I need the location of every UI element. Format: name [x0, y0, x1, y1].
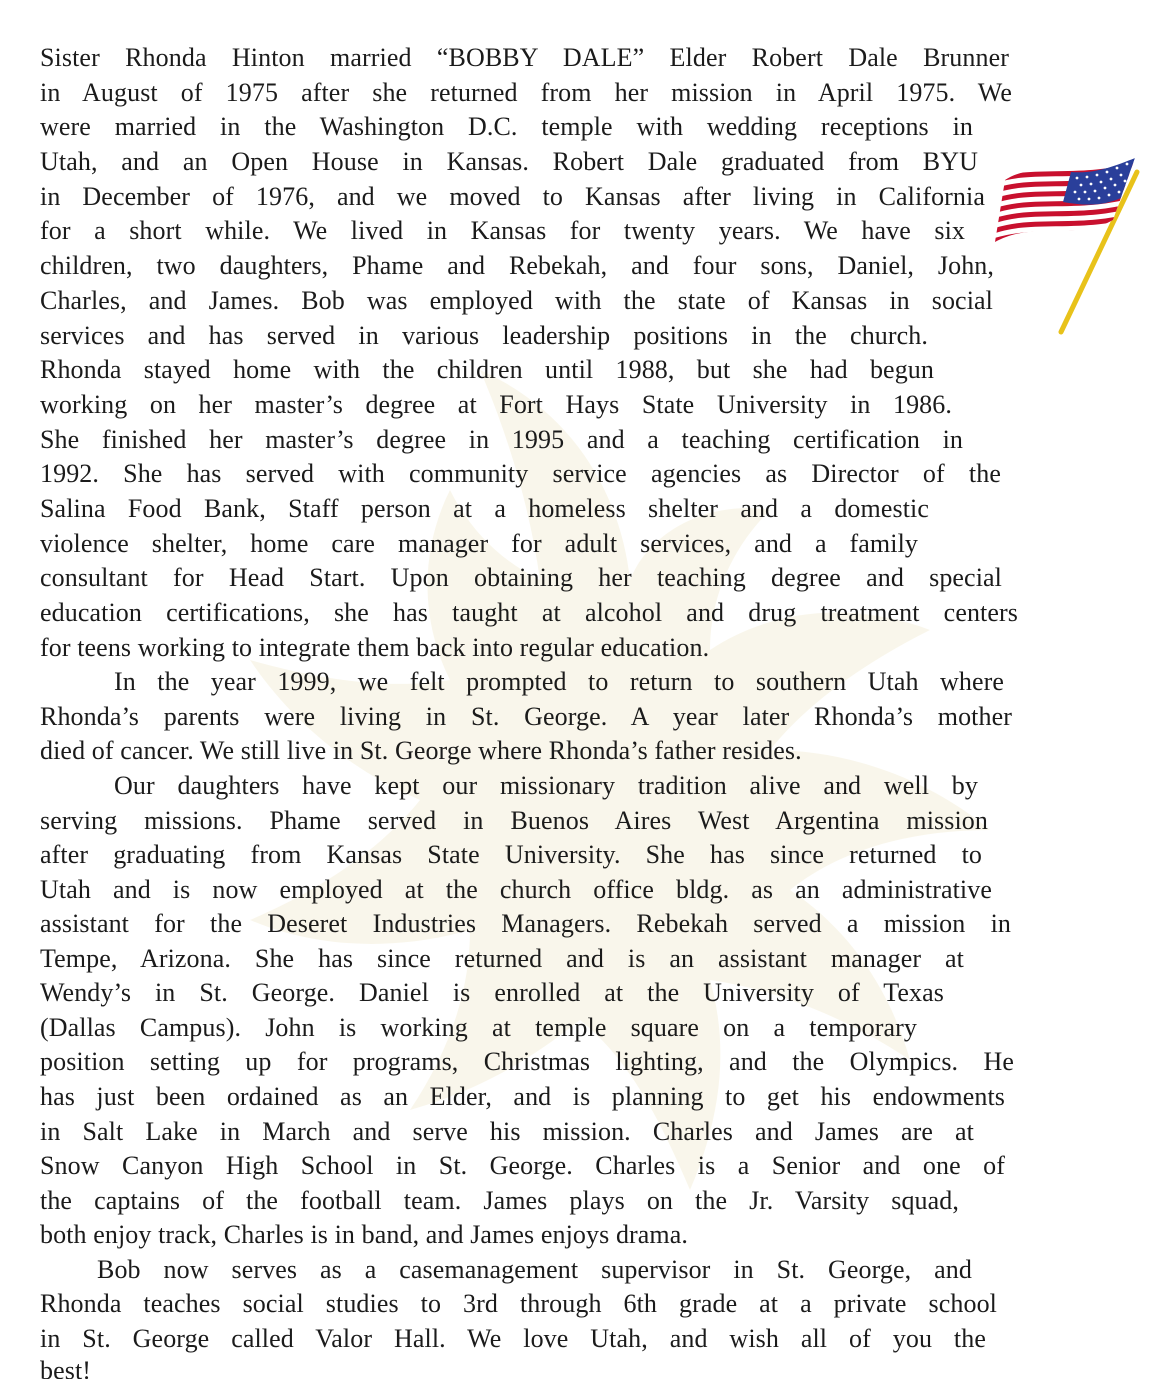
- text-line: In the year 1999, we felt prompted to return to southern Utah where: [114, 667, 1004, 696]
- text-line: for a short while. We lived in Kansas for twenty years. We have six: [40, 216, 965, 245]
- text-line: Bob now serves as a casemanagement supervisor in St. George, and: [97, 1255, 972, 1284]
- text-line: Snow Canyon High School in St. George. Charles is a Senior and one of: [40, 1151, 1005, 1180]
- text-line: services and has served in various leadership positions in the church.: [40, 321, 928, 350]
- text-line: consultant for Head Start. Upon obtaining her teaching degree and special: [40, 563, 1002, 592]
- text-line: (Dallas Campus). John is working at temple square on a temporary: [40, 1013, 917, 1042]
- text-line: working on her master’s degree at Fort Hays State University in 1986.: [40, 390, 952, 419]
- text-line: in St. George called Valor Hall. We love Utah, and wish all of you the: [40, 1324, 986, 1353]
- american-flag-icon: [985, 150, 1145, 340]
- text-line: position setting up for programs, Christmas lighting, and the Olympics. He: [40, 1047, 1014, 1076]
- text-line: has just been ordained as an Elder, and is planning to get his endowments: [40, 1082, 1005, 1111]
- text-line: Salina Food Bank, Staff person at a homeless shelter and a domestic: [40, 494, 929, 523]
- text-line: Utah and is now employed at the church office bldg. as an administrative: [40, 875, 992, 904]
- text-line: education certifications, she has taught at alcohol and drug treatment centers: [40, 598, 1018, 627]
- text-line: Tempe, Arizona. She has since returned and is an assistant manager at: [40, 944, 964, 973]
- text-line: Rhonda stayed home with the children until 1988, but she had begun: [40, 355, 934, 384]
- text-line: died of cancer. We still live in St. George where Rhonda’s father resides.: [40, 736, 802, 765]
- text-line: Rhonda teaches social studies to 3rd through 6th grade at a private school: [40, 1289, 997, 1318]
- text-line: assistant for the Deseret Industries Managers. Rebekah served a mission in: [40, 909, 1011, 938]
- text-line: Utah, and an Open House in Kansas. Robert Dale graduated from BYU: [40, 147, 978, 176]
- text-line: She finished her master’s degree in 1995 and a teaching certification in: [40, 425, 963, 454]
- text-line: Rhonda’s parents were living in St. George. A year later Rhonda’s mother: [40, 702, 1012, 731]
- text-line: in December of 1976, and we moved to Kansas after living in California: [40, 182, 985, 211]
- text-line: 1992. She has served with community service agencies as Director of the: [40, 459, 1001, 488]
- text-line: children, two daughters, Phame and Rebekah, and four sons, Daniel, John,: [40, 251, 994, 280]
- text-line: for teens working to integrate them back into regular education.: [40, 633, 710, 662]
- text-line: were married in the Washington D.C. temple with wedding receptions in: [40, 112, 973, 141]
- text-line: Our daughters have kept our missionary tradition alive and well by: [114, 771, 978, 800]
- text-line: in Salt Lake in March and serve his mission. Charles and James are at: [40, 1117, 974, 1146]
- text-line: in August of 1975 after she returned from her mission in April 1975. We: [40, 78, 1012, 107]
- text-line: the captains of the football team. James plays on the Jr. Varsity squad,: [40, 1186, 959, 1215]
- text-line: after graduating from Kansas State University. She has since returned to: [40, 840, 982, 869]
- text-line: serving missions. Phame served in Buenos Aires West Argentina mission: [40, 806, 988, 835]
- text-line: Wendy’s in St. George. Daniel is enrolled at the University of Texas: [40, 978, 944, 1007]
- text-line: Charles, and James. Bob was employed with the state of Kansas in social: [40, 286, 993, 315]
- text-line: both enjoy track, Charles is in band, and James enjoys drama.: [40, 1220, 688, 1249]
- text-line: Sister Rhonda Hinton married “BOBBY DALE” Elder Robert Dale Brunner: [40, 43, 1009, 72]
- text-line: violence shelter, home care manager for adult services, and a family: [40, 529, 918, 558]
- text-line: best!: [40, 1356, 92, 1379]
